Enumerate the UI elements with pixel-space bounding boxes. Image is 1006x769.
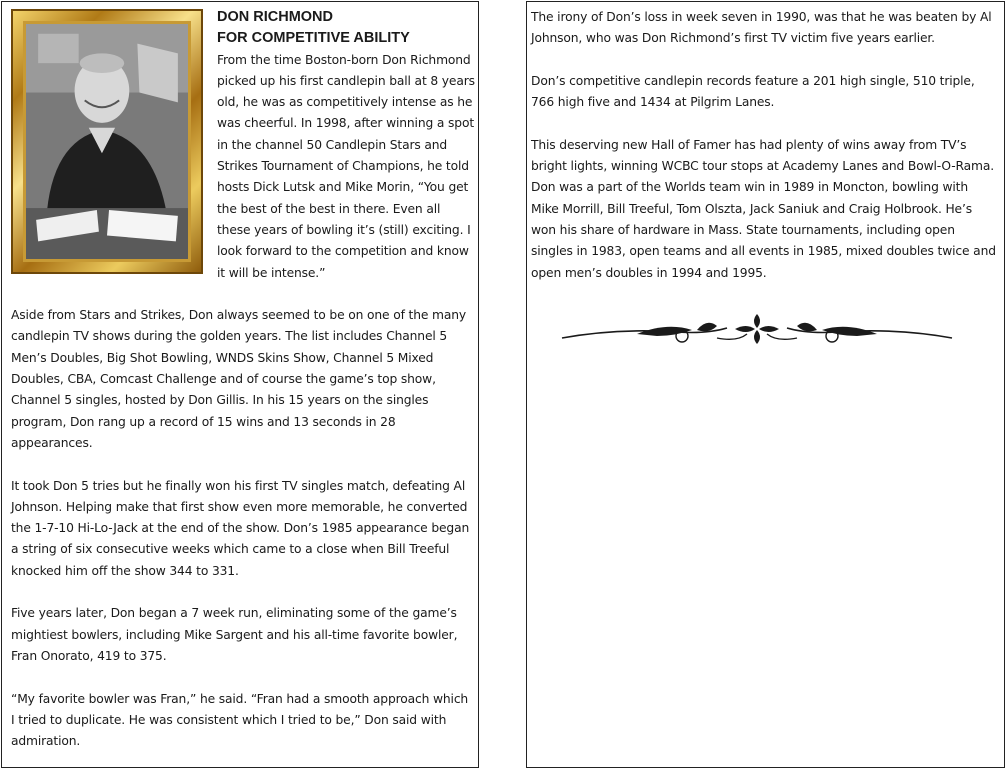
left-paragraph-4: Five years later, Don began a 7 week run, eliminating some of the game’s mightiest bowlers, including Mike Sargent and his all-time favorite bowler, Fran Onorato, 419 to 375. bbox=[11, 606, 458, 663]
right-paragraph-2: Don’s competitive candlepin records feature a 201 high single, 510 triple, 766 high five and 1434 at Pilgrim Lanes. bbox=[531, 73, 975, 110]
portrait-photo-icon bbox=[26, 24, 188, 259]
left-paragraph-3: It took Don 5 tries but he finally won his first TV singles match, defeating Al Johnson. Helping make that first show even more memorable, he converted the 1-7-10 Hi-Lo-Jack at the end of the show. Don’s 1985 appearance began a string of six consecutive weeks which came to a close when Bill Treeful knocked him off the show 344 to 331. bbox=[11, 478, 470, 578]
portrait-photo bbox=[23, 21, 191, 262]
left-page bbox=[1, 1, 479, 768]
right-page bbox=[526, 1, 1005, 768]
right-column bbox=[531, 7, 999, 284]
left-paragraph-2: Aside from Stars and Strikes, Don always seemed to be on one of the many candlepin TV shows during the golden years. The list includes Channel 5 Men’s Doubles, Big Shot Bowling, WNDS Skins Show, Channel 5 Mixed Doubles, CBA, Comcast Challenge and of course the game’s top show, Channel 5 singles, hosted by Don Gillis. In his 15 years on the singles program, Don rang up a record of 15 wins and 13 seconds in 28 appearances. bbox=[11, 308, 467, 450]
article-title-line-1: DON RICHMOND bbox=[217, 9, 333, 25]
article-title-line-2: FOR COMPETITIVE ABILITY bbox=[217, 30, 410, 47]
left-column bbox=[11, 7, 475, 752]
right-paragraph-1: The irony of Don’s loss in week seven in 1990, was that he was beaten by Al Johnson, who was Don Richmond’s first TV victim five years earlier. bbox=[531, 10, 992, 46]
left-paragraph-5: “My favorite bowler was Fran,” he said. “Fran had a smooth approach which I tried to duplicate. He was consistent which I tried to be,” Don said with admiration. bbox=[11, 691, 469, 749]
flourish-divider-icon bbox=[557, 308, 957, 352]
right-paragraph-3: This deserving new Hall of Famer has had plenty of wins away from TV’s bright lights, winning WCBC tour stops at Academy Lanes and Bowl-O-Rama. Don was a part of the Worlds team win in 1989 in Moncton, bowling with Mike Morrill, Bill Treeful, Tom Olszta, Jack Saniuk and Craig Holbrook. He’s won his share of hardware in Mass. State tournaments, including open singles in 1983, open teams and all events in 1985, mixed doubles twice and open men’s doubles in 1994 and 1995. bbox=[531, 137, 996, 280]
left-paragraph-1: From the time Boston-born Don Richmond picked up his first candlepin ball at 8 years old, he was as competitively intense as he was cheerful. In 1998, after winning a spot in the channel 50 Candlepin Stars and Strikes Tournament of Champions, he told hosts Dick Lutsk and Mike Morin, “You get the best of the best in there. Even all these years of bowling it’s (still) exciting. I look forward to the competition and know it will be intense.” bbox=[217, 52, 475, 280]
portrait-frame bbox=[11, 9, 203, 274]
